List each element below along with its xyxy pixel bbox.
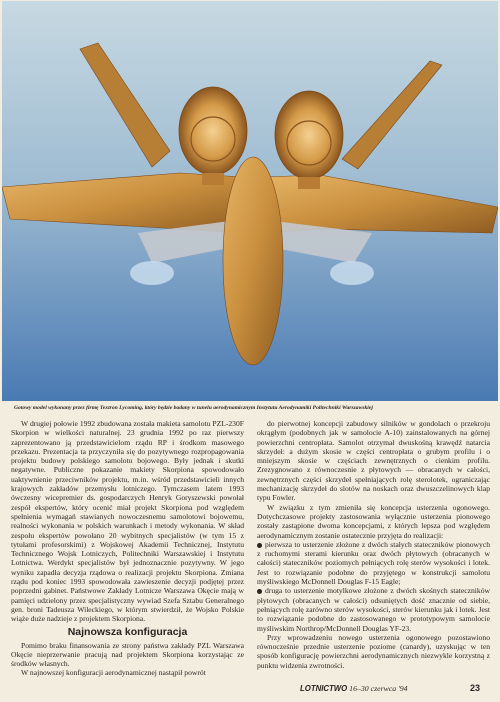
aircraft-model-photo xyxy=(2,1,498,401)
bullet-dot-icon xyxy=(257,589,262,594)
bullet-text: pierwsza to usterzenie złożone z dwóch stałych stateczników pionowych z ruchomymi sterami kierunku oraz dwóch płytowych (obracanych w całości) stateczników poziomych pełniących rolę sterów wysokości i lotek. Jest to rozwiązanie podobne do przyjętego w konstrukcji samolotu myśliwskiego McDonnell Douglas F-15 Eagle; xyxy=(257,539,490,587)
paragraph: Pomimo braku finansowania ze strony państwa zakłady PZL Warszawa Okęcie nieprzerwanie pracują nad projektem Skorpiona korzystając ze środków własnych. xyxy=(11,640,244,669)
bullet-text: druga to usterzenie motylkowe złożone z dwóch skośnych stateczników płytowych (obracanych w całości) odsuniętych dość znacznie od siebie, pełniących rolę zarówno sterów wysokości, sterów kierunku jak i lotek. Jest to rozwiązanie podobne do zastosowanego w prototypowym samolocie myśliwskim Northrop/McDonnell Douglas YF-23. xyxy=(257,586,490,633)
article-column-right xyxy=(257,419,490,670)
article-column-left xyxy=(11,419,244,678)
paragraph: W związku z tym zmieniła się koncepcja usterzenia ogonowego. Dotychczasowe projekty zastosowania wyłącznie usterzenia pionowego zostały zastąpione dwoma koncepcjami, z których lepsza pod względem aerodynamicznym zostanie ostatecznie przyjęta do realizacji: xyxy=(257,502,490,540)
photo-illustration xyxy=(2,1,498,401)
section-heading: Najnowsza konfiguracja xyxy=(67,625,188,638)
bullet-item xyxy=(257,540,490,586)
page-number: 23 xyxy=(469,683,480,693)
photo-caption: Gotowy model wykonany przez firmę Textron Lycoming, który będzie badany w tunelu aerodynamicznym Instytutu Aerodynamiki Politechniki Warszawskiej xyxy=(14,405,373,411)
paragraph: W drugiej połowie 1992 zbudowana została makieta samolotu PZL-230F Skorpion w wielkości naturalnej. 23 grudnia 1992 po raz pierwszy zaprezentowano ją przedstawicielom rządu RP i środkom masowego przekazu. Prezentacja ta przyczyniła się do pozytywnego rozpropagowania projektu budowy polskiego samolotu bojowego. Były jednak i skutki negatywne. Publiczne pokazanie makiety Skorpiona spowodowało uaktywnienie przeciwników projektu, m.in. wśród przedstawicieli innych krajowych zakładów przemysłu lotniczego. Tymczasem latem 1993 ówczesny wicepremier ds. gospodarczych Henryk Goryszewski powołał zespół ekspertów, który ocenić miał projekt Skorpiona pod względem spełnienia wymagań stawianych nowoczesnemu samolotowi bojowemu, realności wykonania w polskich warunkach i metody wykonania. W skład zespołu ekspertów powołano 20 wybitnych specjalistów (w tym 15 z tytułami profesorskimi) z Wojskowej Akademii Technicznej, Instytutu Technicznego Wojsk Lotniczych, Politechniki Warszawskiej i Instytutu Lotnictwa. Werdykt specjalistów był jednoznacznie pozytywny. W jego wyniku zapadła decyzja rządowa o realizacji projektu Skorpiona. Zmiana rządu pod koniec 1993 spowodowała zawieszenie decyzji podjętej przez poprzedni gabinet. Państwowe Zakłady Lotnicze Warszawa Okęcie mają w pamięci udzielony przez specjalistyczny wywiad Szefa Sztabu Generalnego gen. broni Tadeusza Wileckiego, w którym stwierdził, że Wojsko Polskie wiąże duże nadzieje z projektem Skorpiona. xyxy=(11,419,244,624)
paragraph: Przy wprowadzeniu nowego usterzenia ogonowego pozostawiono równocześnie przednie usterzenie poziome (canardy), uzyskując w ten sposób konfigurację powierzchni aerodynamicznych niezwykle korzystną z punktu widzenia zwrotności. xyxy=(257,632,490,670)
issue-date: 16–30 czerwca '94 xyxy=(349,684,408,693)
bullet-dot-icon xyxy=(257,543,262,548)
bullet-item xyxy=(257,586,490,632)
paragraph: do pierwotnej koncepcji zabudowy silników w gondolach o przekroju okrągłym (podobnych jak w samolocie A-10) zainstalowanych na górnej powierzchni centropłata. Samolot otrzymał dwuskośną krawędź natarcia skrzydeł: a dużym skosie w części centropłata o grubym profilu i o mniejszym skosie w częściach zewnętrznych o cienkim profilu. Zrezygnowano z równoczesnie z płytowych — obracanych w całości, zewnętrznych części skrzydeł spełniających rolę sterolotek, ograniczając mechanizację skrzydeł do slotów na noskach oraz dwuszczelinowych klap typu Fowler. xyxy=(257,419,490,503)
paragraph: W najnowszej konfiguracji aerodynamicznej nastąpił powrót xyxy=(21,668,206,678)
page-footer xyxy=(300,684,490,693)
publication-name: LOTNICTWO xyxy=(300,684,348,693)
